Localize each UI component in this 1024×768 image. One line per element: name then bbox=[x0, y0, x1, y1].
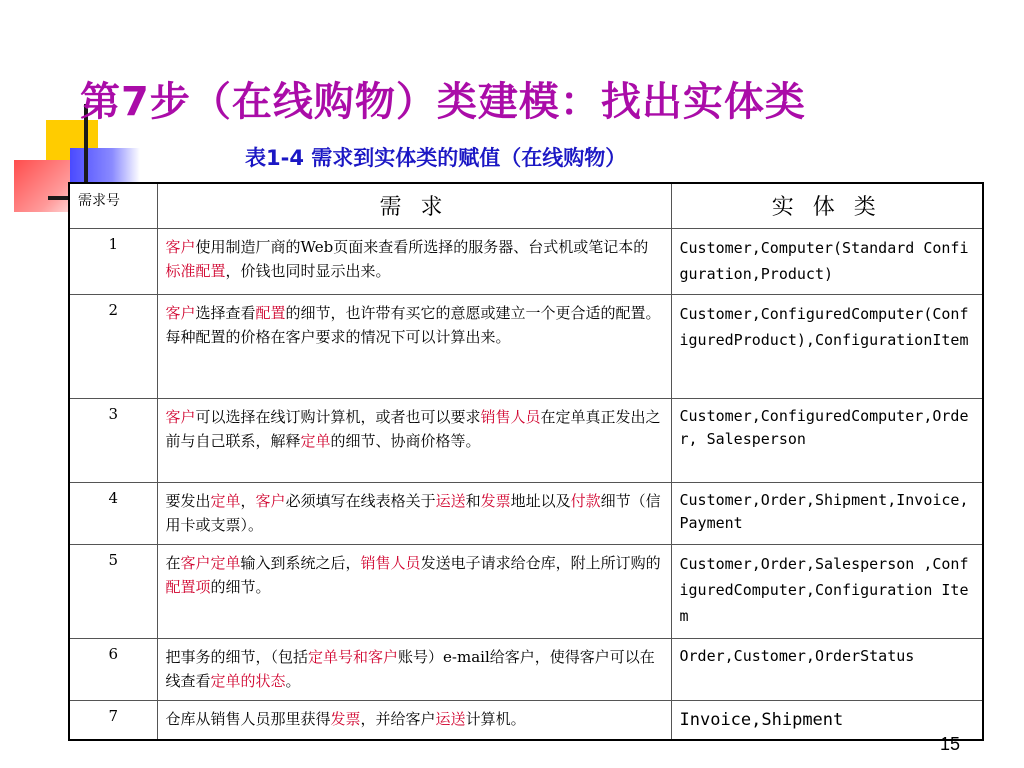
highlighted-term: 客户 bbox=[165, 304, 196, 322]
cell-requirement bbox=[157, 701, 671, 741]
cell-requirement-id: 5 bbox=[69, 545, 157, 639]
requirement-text: 计算机。 bbox=[465, 710, 526, 728]
table-row bbox=[69, 399, 983, 483]
requirement-text: 必须填写在线表格关于 bbox=[285, 492, 436, 510]
requirement-text: 可以选择在线订购计算机，或者也可以要求 bbox=[195, 408, 481, 426]
requirements-table bbox=[68, 182, 984, 741]
header-entity-classes: 实 体 类 bbox=[671, 183, 983, 229]
highlighted-term: 发票 bbox=[330, 710, 361, 728]
decor-red-square bbox=[14, 160, 72, 212]
requirement-text: 把事务的细节，（包括 bbox=[165, 648, 309, 666]
cell-entity-classes: Invoice,Shipment bbox=[671, 701, 983, 741]
cell-entity-classes: Customer,ConfiguredComputer,Order, Salesperson bbox=[671, 399, 983, 483]
table-caption: 表1-4 需求到实体类的赋值（在线购物） bbox=[245, 146, 627, 170]
highlighted-term: 运送 bbox=[435, 710, 466, 728]
cell-requirement bbox=[157, 639, 671, 701]
highlighted-term: 客户定单 bbox=[180, 554, 241, 572]
highlighted-term: 销售人员 bbox=[360, 554, 421, 572]
highlighted-term: 发票 bbox=[480, 492, 511, 510]
cell-entity-classes: Order,Customer,OrderStatus bbox=[671, 639, 983, 701]
cell-entity-classes: Customer,Order,Shipment,Invoice,Payment bbox=[671, 483, 983, 545]
requirement-text: 和 bbox=[465, 492, 481, 510]
table-row bbox=[69, 229, 983, 295]
table-row bbox=[69, 701, 983, 741]
highlighted-term: 销售人员 bbox=[480, 408, 541, 426]
highlighted-term: 定单 bbox=[300, 432, 331, 450]
cell-requirement-id: 4 bbox=[69, 483, 157, 545]
requirement-text: 发送电子请求给仓库，附上所订购的 bbox=[420, 554, 661, 572]
requirement-text: 输入到系统之后， bbox=[240, 554, 361, 572]
requirement-text: 地址以及 bbox=[510, 492, 571, 510]
highlighted-term: 运送 bbox=[435, 492, 466, 510]
cell-requirement bbox=[157, 399, 671, 483]
requirement-text: 要发出 bbox=[165, 492, 211, 510]
highlighted-term: 客户 bbox=[255, 492, 286, 510]
requirement-text: 的细节。 bbox=[210, 578, 271, 596]
cell-requirement bbox=[157, 295, 671, 399]
table-body bbox=[69, 229, 983, 741]
cell-requirement-id: 3 bbox=[69, 399, 157, 483]
requirement-text: 。 bbox=[285, 672, 301, 690]
cell-requirement-id: 1 bbox=[69, 229, 157, 295]
cell-requirement bbox=[157, 545, 671, 639]
table-header-row bbox=[69, 183, 983, 229]
header-requirement-id: 需求号 bbox=[69, 183, 157, 229]
highlighted-term: 配置 bbox=[255, 304, 286, 322]
cell-requirement bbox=[157, 483, 671, 545]
requirement-text: 账号）e-mail给客户，使得客户可以在线查看 bbox=[165, 648, 655, 690]
requirement-text: ，价钱也同时显示出来。 bbox=[225, 262, 391, 280]
cell-entity-classes: Customer,Order,Salesperson ,ConfiguredComputer,Configuration Item bbox=[671, 545, 983, 639]
table-row bbox=[69, 295, 983, 399]
requirement-text: ，并给客户 bbox=[360, 710, 436, 728]
cell-entity-classes: Customer,Computer(Standard Configuration,Product) bbox=[671, 229, 983, 295]
requirement-text: 在 bbox=[165, 554, 181, 572]
table-row bbox=[69, 483, 983, 545]
cell-requirement-id: 6 bbox=[69, 639, 157, 701]
highlighted-term: 客户 bbox=[165, 408, 196, 426]
requirement-text: ， bbox=[240, 492, 256, 510]
cell-requirement-id: 2 bbox=[69, 295, 157, 399]
highlighted-term: 配置项 bbox=[165, 578, 211, 596]
cell-entity-classes: Customer,ConfiguredComputer(ConfiguredProduct),ConfigurationItem bbox=[671, 295, 983, 399]
highlighted-term: 客户 bbox=[165, 238, 196, 256]
table-row bbox=[69, 639, 983, 701]
highlighted-term: 标准配置 bbox=[165, 262, 226, 280]
cell-requirement-id: 7 bbox=[69, 701, 157, 741]
requirement-text: 的细节、协商价格等。 bbox=[330, 432, 481, 450]
requirement-text: 在定单真正发出之前与自己联系，解释 bbox=[165, 408, 661, 450]
page-number: 15 bbox=[940, 734, 961, 754]
header-requirement: 需 求 bbox=[157, 183, 671, 229]
requirement-text: 选择查看 bbox=[195, 304, 256, 322]
table-row bbox=[69, 545, 983, 639]
highlighted-term: 定单 bbox=[210, 492, 241, 510]
requirement-text: 使用制造厂商的Web页面来查看所选择的服务器、台式机或笔记本的 bbox=[195, 238, 649, 256]
cell-requirement bbox=[157, 229, 671, 295]
requirement-text: 的细节，也许带有买它的意愿或建立一个更合适的配置。每种配置的价格在客户要求的情况下可以计算出来。 bbox=[165, 304, 661, 346]
requirement-text: 仓库从销售人员那里获得 bbox=[165, 710, 331, 728]
requirement-text: 细节（信用卡或支票）。 bbox=[165, 492, 661, 534]
highlighted-term: 付款 bbox=[570, 492, 601, 510]
slide-title: 第7步（在线购物）类建模：找出实体类 bbox=[80, 79, 806, 125]
highlighted-term: 定单号和客户 bbox=[308, 648, 399, 666]
highlighted-term: 定单的状态 bbox=[210, 672, 286, 690]
